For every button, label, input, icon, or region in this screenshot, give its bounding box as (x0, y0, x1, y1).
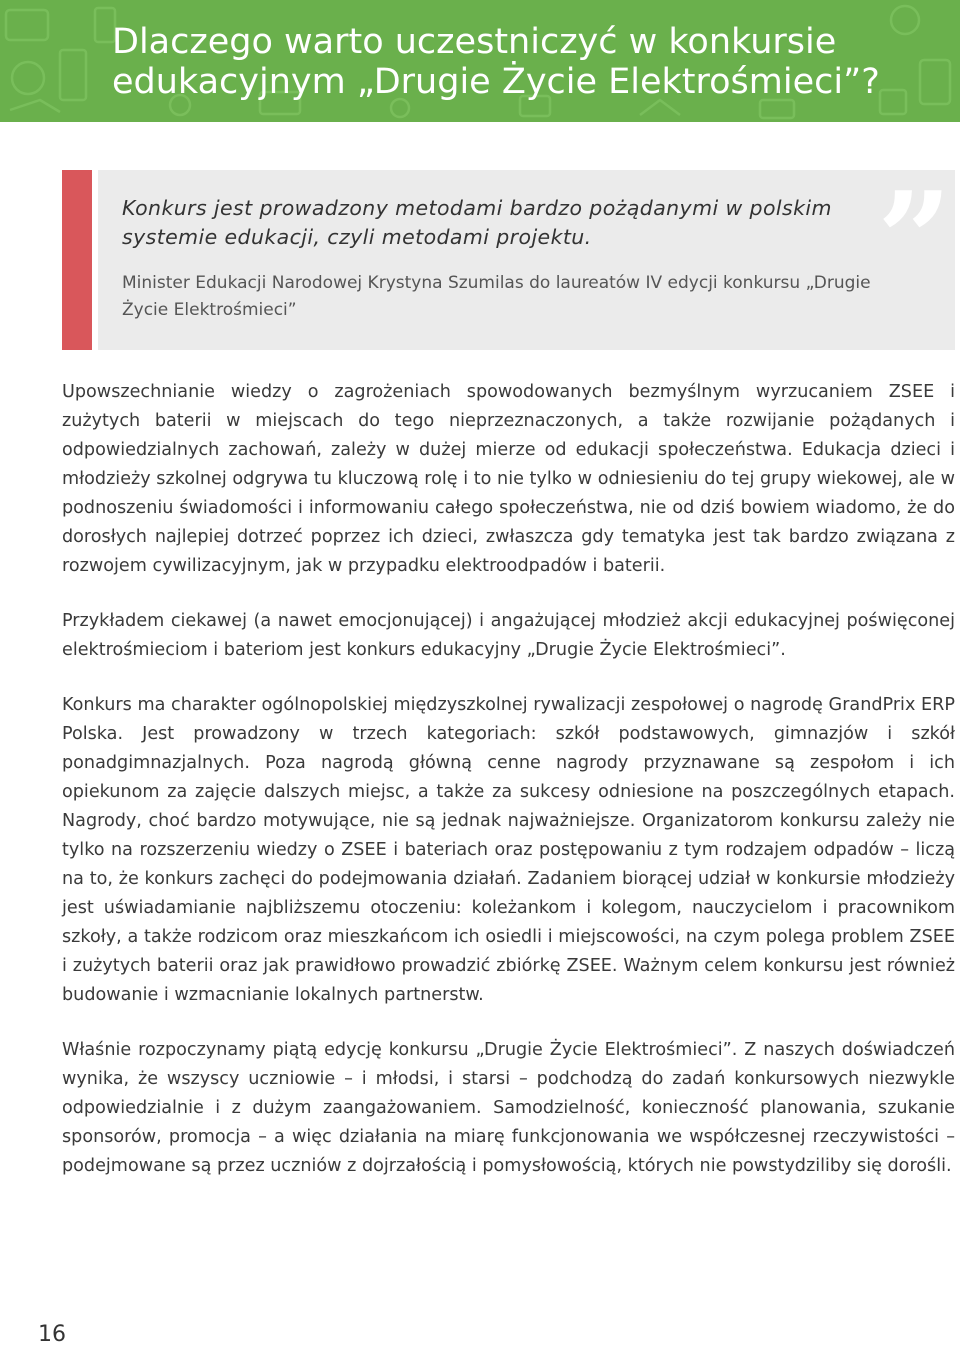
quote-box (62, 163, 955, 350)
header-banner (0, 0, 960, 122)
page-number: 16 (38, 1322, 66, 1347)
paragraph: Właśnie rozpoczynamy piątą edycję konkursu „Drugie Życie Elektrośmieci”. Z naszych doświadczeń wynika, że wszyscy uczniowie – i młodsi, i starsi – podchodzą do zadań konkursowych niezwykle odpowiedzialnie i z dużym zaangażowaniem. Samodzielność, konieczność planowania, szukanie sponsorów, promocja – a więc działania na miarę funkcjonowania we współczesnej rzeczywistości – podejmowane są przez uczniów z dojrzałością i pomysłowością, których nie powstydziliby się dorośli. (62, 1040, 955, 1176)
paragraph: Upowszechnianie wiedzy o zagrożeniach spowodowanych bezmyślnym wyrzucaniem ZSEE i zużytych baterii w miejscach do tego nieprzeznaczonych, a także rozwijanie pożądanych i odpowiedzialnych zachowań, zależy w dużej mierze od edukacji społeczeństwa. Edukacja dzieci i młodzieży szkolnej odgrywa tu kluczową rolę i to nie tylko w odniesieniu do tej grupy wiekowej, ale w podnoszeniu świadomości i informowaniu całego społeczeństwa, nie od dziś bowiem wiadomo, że do dorosłych najlepiej dotrzeć poprzez ich dzieci, zwłaszcza gdy tematyka jest tak bardzo związana z rozwojem cywilizacyjnym, jak w przypadku elektroodpadów i baterii. (62, 382, 955, 576)
page-title: Dlaczego warto uczestniczyć w konkursie edukacyjnym „Drugie Życie Elektrośmieci”? (112, 22, 880, 102)
quote-divider (92, 170, 98, 350)
paragraph: Przykładem ciekawej (a nawet emocjonującej) i angażującej młodzież akcji edukacyjnej poświęconej elektrośmieciom i bateriom jest konkurs edukacyjny „Drugie Życie Elektrośmieci”. (62, 611, 955, 660)
quote-author: Minister Edukacji Narodowej Krystyna Szumilas do laureatów IV edycji konkursu „Drugie Życie Elektrośmieci” (122, 273, 871, 320)
quote-text: Konkurs jest prowadzony metodami bardzo pożądanymi w polskim systemie edukacji, czyli metodami projektu. (122, 196, 832, 249)
article-body (62, 378, 955, 1181)
quote-accent-bar (62, 170, 92, 350)
paragraph: Konkurs ma charakter ogólnopolskiej międzyszkolnej rywalizacji zespołowej o nagrodę GrandPrix ERP Polska. Jest prowadzony w trzech kategoriach: szkół podstawowych, gimnazjów i szkół ponadgimnazjalnych. Poza nagrodą główną cenne nagrody przyznawane są zespołom i ich opiekunom za zajęcie dalszych miejsc, a także za sukcesy odniesione na poszczególnych etapach. Nagrody, choć bardzo motywujące, nie są jednak najważniejsze. Organizatorom konkursu zależy nie tylko na rozszerzeniu wiedzy o ZSEE i bateriach oraz postępowaniu z tym rodzajem odpadów – liczą na to, że konkurs zachęci do podejmowania działań. Zadaniem biorącej udział w konkursie młodzieży jest uświadamianie najbliższemu otoczeniu: koleżankom i kolegom, nauczycielom i pracownikom szkoły, a także rodzicom oraz mieszkańcom ich osiedli i miejscowości, na czym polega problem ZSEE i zużytych baterii oraz jak prawidłowo prowadzić zbiórkę ZSEE. Ważnym celem konkursu jest również budowanie i wzmacnianie lokalnych partnerstw. (62, 695, 955, 1005)
quote-mark-icon: ” (877, 163, 952, 316)
